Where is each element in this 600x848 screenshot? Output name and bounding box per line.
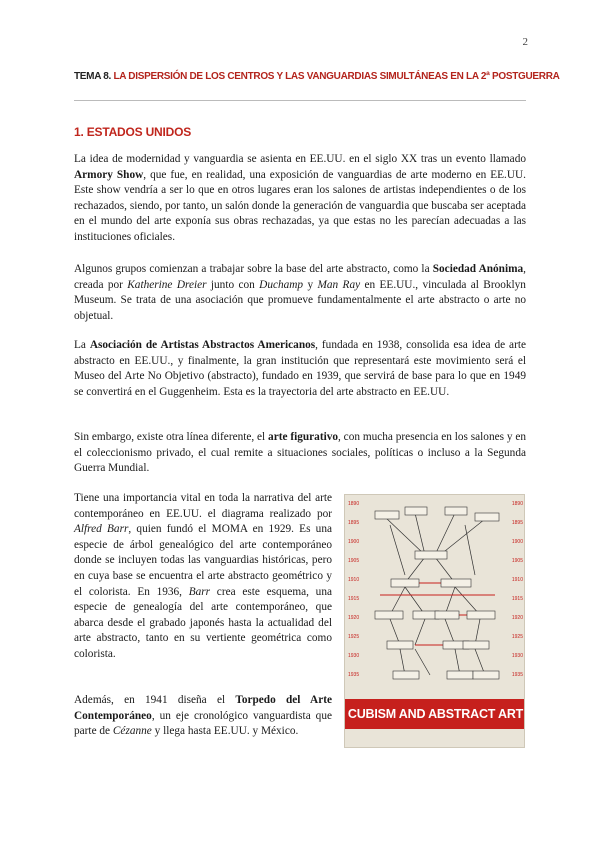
year-label: 1900 [511,539,523,545]
genealogy-diagram [345,495,525,699]
year-label: 1905 [511,558,523,564]
year-label: 1935 [511,672,523,678]
year-label: 1915 [511,596,523,602]
year-label: 1930 [511,653,523,659]
year-label: 1925 [348,634,360,640]
poster-title: CUBISM AND ABSTRACT ART [345,699,525,729]
paragraph-sociedad-anonima: Algunos grupos comienzan a trabajar sobre la base del arte abstracto, como la Sociedad Anónima, creada por Katherine Dreier junto con Duchamp y Man Ray en EE.UU., vinculada al Brooklyn Museum. Se trata de una asociación que promueve fundamentalmente el arte abstracto o arte no objetual. [74,263,526,322]
year-label: 1910 [348,577,360,583]
year-label: 1935 [348,672,360,678]
year-label: 1910 [511,577,523,583]
poster-bottom-margin [345,729,525,748]
paragraph-arte-figurativo: Sin embargo, existe otra línea diferente, el arte figurativo, con mucha presencia en los salones y en el coleccionismo privado, el cual remite a situaciones sociales, políticas o incluso a la Segunda Guerra Mundial. [74,431,526,475]
section-title: 1. ESTADOS UNIDOS [74,125,192,139]
document-header [74,71,560,82]
paragraph-asociacion-artistas: La Asociación de Artistas Abstractos Americanos, fundada en 1938, consolida esa idea de arte abstracto en EE.UU., y finalmente, la gran institución que representará este movimiento será el Museo del Arte No Objetivo (abstracto), fundado en 1939, que servirá de base para lo que en 1949 se convertirá en el Guggenheim. Esta es la trayectoria del arte abstracto en EE.UU. [74,339,526,398]
year-label: 1890 [511,501,523,507]
year-label: 1900 [348,539,360,545]
header-tema: TEMA 8. [74,71,111,82]
diagram-nodes [375,507,499,679]
year-label: 1930 [348,653,360,659]
year-label: 1890 [348,501,360,507]
year-label: 1925 [511,634,523,640]
year-label: 1905 [348,558,360,564]
paragraph-torpedo: Además, en 1941 diseña el Torpedo del Arte Contemporáneo, un eje cronológico vanguardista que parte de Cézanne y llega hasta EE.UU. y México. [74,694,332,738]
year-label: 1920 [511,615,523,621]
header-divider [74,100,526,101]
year-label: 1920 [348,615,360,621]
paragraph-alfred-barr: Tiene una importancia vital en toda la narrativa del arte contemporáneo en EE.UU. el diagrama realizado por Alfred Barr, quien fundó el MOMA en 1929. Es una especie de árbol genealógico del arte contemporáneo donde se incluyen todas las vanguardias históricas, pero en cuya base se encuentra el arte abstracto geométrico y el colorista. En 1936, Barr crea este esquema, una especie de genealogía del arte contemporáneo, que abarca desde el grabado japonés hasta la actualidad del arte abstracto, tanto en su vertiente geométrica como colorista. [74,492,332,660]
year-label: 1895 [511,520,523,526]
diagram-connections [385,513,485,675]
year-label: 1895 [348,520,360,526]
paragraph-armory-show: La idea de modernidad y vanguardia se asienta en EE.UU. en el siglo XX tras un evento llamado Armory Show, que fue, en realidad, una exposición de vanguardias de arte moderno en EE.UU. Este show vendría a ser lo que en otros lugares eran los salones de artistas independientes o de los rechazados, siendo, por tanto, un salón donde la generación de vanguardia que buscaba ser aceptada en el mundo del arte exponía sus obras rechazadas, ya que estas no les parecían adecuadas a las instituciones oficiales. [74,153,527,243]
cubism-abstract-art-poster [344,494,525,748]
page-number: 2 [522,36,528,48]
year-axis-left [348,501,359,678]
year-label: 1915 [348,596,360,602]
header-title: LA DISPERSIÓN DE LOS CENTROS Y LAS VANGUARDIAS SIMULTÁNEAS EN LA 2ª POSTGUERRA [113,71,560,82]
year-axis-right [512,501,523,678]
